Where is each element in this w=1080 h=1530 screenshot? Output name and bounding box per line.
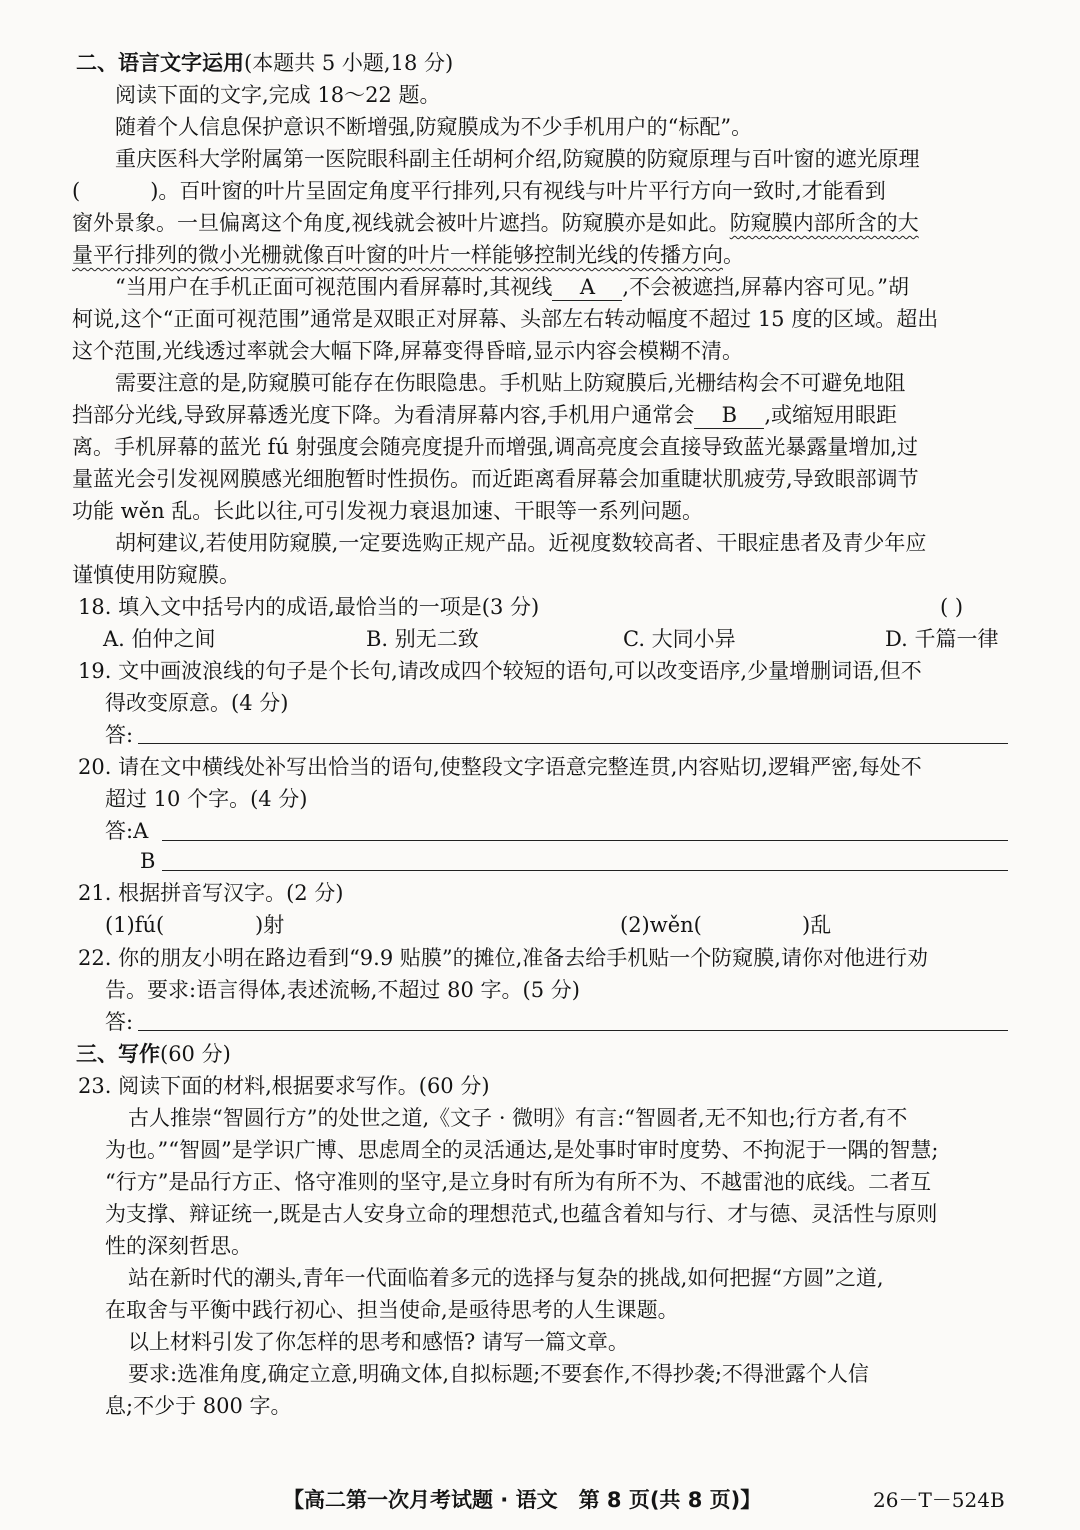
q21-item-1-a: (1)fú( bbox=[105, 913, 165, 937]
period: 。 bbox=[723, 243, 744, 267]
q23-material-1-line-1: 古人推崇“智圆行方”的处世之道,《文子 · 微明》有言:“智圆者,无不知也;行方者,有不 bbox=[128, 1106, 908, 1130]
section2-heading-bold: 二、语言文字运用 bbox=[76, 51, 244, 75]
q23-requirement-line-1: 要求:选准角度,确定立意,明确文体,自拟标题;不要套作,不得抄袭;不得泄露个人信 bbox=[128, 1362, 869, 1386]
p3-text-b: ,不会被遮挡,屏幕内容可见。”胡 bbox=[622, 275, 910, 299]
paragraph-3-line-3: 这个范围,光线透过率就会大幅下降,屏幕变得昏暗,显示内容会模糊不清。 bbox=[72, 339, 744, 363]
paragraph-3-line-2: 柯说,这个“正面可视范围”通常是双眼正对屏幕、头部左右转动幅度不超过 15 度的区域。超出 bbox=[72, 307, 939, 331]
paragraph-4-line-2 bbox=[72, 400, 1012, 430]
footer-code: 26－T－524B bbox=[873, 1488, 1005, 1512]
paragraph-5-line-1: 胡柯建议,若使用防窥膜,一定要选购正规产品。近视度数较高者、干眼症患者及青少年应 bbox=[115, 531, 927, 555]
paragraph-4-line-1: 需要注意的是,防窥膜可能存在伤眼隐患。手机贴上防窥膜后,光栅结构会不可避免地阻 bbox=[115, 371, 906, 395]
paragraph-2-line-2 bbox=[72, 176, 1012, 206]
section3-heading-rest: (60 分) bbox=[160, 1042, 231, 1066]
q21-item-1-b: )射 bbox=[255, 913, 285, 937]
q18-option-d: D. 千篇一律 bbox=[885, 627, 999, 651]
q23-material-1-line-2: 为也。”“智圆”是学识广博、思虑周全的灵活通达,是处事时审时度势、不拘泥于一隅的智慧; bbox=[105, 1138, 939, 1162]
paragraph-2-line-3 bbox=[72, 208, 1012, 238]
q23-stem: 23. 阅读下面的材料,根据要求写作。(60 分) bbox=[78, 1074, 490, 1098]
q21-stem: 21. 根据拼音写汉字。(2 分) bbox=[78, 881, 344, 905]
q18-stem: 18. 填入文中括号内的成语,最恰当的一项是(3 分) bbox=[78, 595, 540, 619]
q20-answer-line-b[interactable] bbox=[162, 870, 1008, 871]
q18-option-c: C. 大同小异 bbox=[623, 627, 736, 651]
q18-answer-bracket: ( ) bbox=[940, 595, 964, 619]
wavy-sentence-part-2: 量平行排列的微小光栅就像百叶窗的叶片一样能够控制光线的传播方向 bbox=[72, 243, 723, 267]
open-paren: ( bbox=[72, 179, 81, 203]
wavy-sentence-part-1: 防窥膜内部所含的大 bbox=[729, 211, 919, 235]
q18-option-b: B. 别无二致 bbox=[366, 627, 479, 651]
q19-answer-line[interactable] bbox=[138, 743, 1008, 744]
q23-material-1-line-3: “行方”是品行方正、恪守准则的坚守,是立身时有所为有所不为、不越雷池的底线。二者互 bbox=[105, 1170, 932, 1194]
q20-answer-label-b: B bbox=[140, 849, 156, 873]
q22-line-2: 告。要求:语言得体,表述流畅,不超过 80 字。(5 分) bbox=[105, 978, 580, 1002]
q19-line-1: 19. 文中画波浪线的句子是个长句,请改成四个较短的语句,可以改变语序,少量增删词语,但不 bbox=[78, 659, 922, 683]
q23-requirement-line-2: 息;不少于 800 字。 bbox=[105, 1394, 292, 1418]
section3-heading-bold: 三、写作 bbox=[76, 1042, 160, 1066]
p4-text-a: 挡部分光线,导致屏幕透光度下降。为看清屏幕内容,手机用户通常会 bbox=[72, 403, 695, 427]
q20-answer-label-a: 答:A bbox=[105, 819, 149, 843]
paragraph-1: 随着个人信息保护意识不断增强,防窥膜成为不少手机用户的“标配”。 bbox=[115, 115, 753, 139]
q23-material-1-line-4: 为支撑、辩证统一,既是古人安身立命的理想范式,也蕴含着知与行、才与德、灵活性与原则 bbox=[105, 1202, 938, 1226]
p4-text-b: ,或缩短用眼距 bbox=[764, 403, 898, 427]
paragraph-2-line-3-text: 窗外景象。一旦偏离这个角度,视线就会被叶片遮挡。防窥膜亦是如此。 bbox=[72, 211, 730, 235]
paragraph-4-line-3: 离。手机屏幕的蓝光 fú 射强度会随亮度提升而增强,调高亮度会直接导致蓝光暴露量增加,过 bbox=[72, 435, 918, 459]
blank-a: A bbox=[552, 274, 622, 301]
q19-answer-label: 答: bbox=[105, 723, 134, 747]
paragraph-2-line-4 bbox=[72, 240, 1012, 270]
q19-line-2: 得改变原意。(4 分) bbox=[105, 691, 289, 715]
paragraph-3-line-1 bbox=[115, 272, 1012, 302]
q21-item-2-b: )乱 bbox=[802, 913, 832, 937]
instruction: 阅读下面的文字,完成 18～22 题。 bbox=[115, 83, 441, 107]
q18-option-a: A. 伯仲之间 bbox=[103, 627, 216, 651]
footer-title: 【高二第一次月考试题 · 语文 第 8 页(共 8 页)】 bbox=[283, 1488, 762, 1512]
q22-answer-label: 答: bbox=[105, 1010, 134, 1034]
q23-prompt: 以上材料引发了你怎样的思考和感悟? 请写一篇文章。 bbox=[128, 1330, 629, 1354]
blank-b: B bbox=[694, 402, 764, 429]
q23-material-1-line-5: 性的深刻哲思。 bbox=[105, 1234, 252, 1258]
section3-heading bbox=[76, 1039, 1016, 1069]
q21-item-2-a: (2)wěn( bbox=[620, 913, 702, 937]
paragraph-4-line-5: 功能 wěn 乱。长此以往,可引发视力衰退加速、干眼等一系列问题。 bbox=[72, 499, 703, 523]
q20-line-1: 20. 请在文中横线处补写出恰当的语句,使整段文字语意完整连贯,内容贴切,逻辑严密,每处不 bbox=[78, 755, 922, 779]
q22-line-1: 22. 你的朋友小明在路边看到“9.9 贴膜”的摊位,准备去给手机贴一个防窥膜,请你对他进行劝 bbox=[78, 946, 928, 970]
q20-line-2: 超过 10 个字。(4 分) bbox=[105, 787, 308, 811]
section2-heading-rest: (本题共 5 小题,18 分) bbox=[244, 51, 454, 75]
q22-answer-line[interactable] bbox=[138, 1030, 1008, 1031]
paragraph-2-line-2-text: )。百叶窗的叶片呈固定角度平行排列,只有视线与叶片平行方向一致时,才能看到 bbox=[150, 179, 886, 203]
q23-material-2-line-2: 在取舍与平衡中践行初心、担当使命,是亟待思考的人生课题。 bbox=[105, 1298, 679, 1322]
q20-answer-line-a[interactable] bbox=[162, 840, 1008, 841]
paragraph-5-line-2: 谨慎使用防窥膜。 bbox=[72, 563, 240, 587]
paragraph-4-line-4: 量蓝光会引发视网膜感光细胞暂时性损伤。而近距离看屏幕会加重睫状肌疲劳,导致眼部调节 bbox=[72, 467, 919, 491]
q23-material-2-line-1: 站在新时代的潮头,青年一代面临着多元的选择与复杂的挑战,如何把握“方圆”之道, bbox=[128, 1266, 884, 1290]
p3-text-a: “当用户在手机正面可视范围内看屏幕时,其视线 bbox=[115, 275, 553, 299]
section2-heading bbox=[76, 48, 1016, 78]
paragraph-2-line-1: 重庆医科大学附属第一医院眼科副主任胡柯介绍,防窥膜的防窥原理与百叶窗的遮光原理 bbox=[115, 147, 920, 171]
